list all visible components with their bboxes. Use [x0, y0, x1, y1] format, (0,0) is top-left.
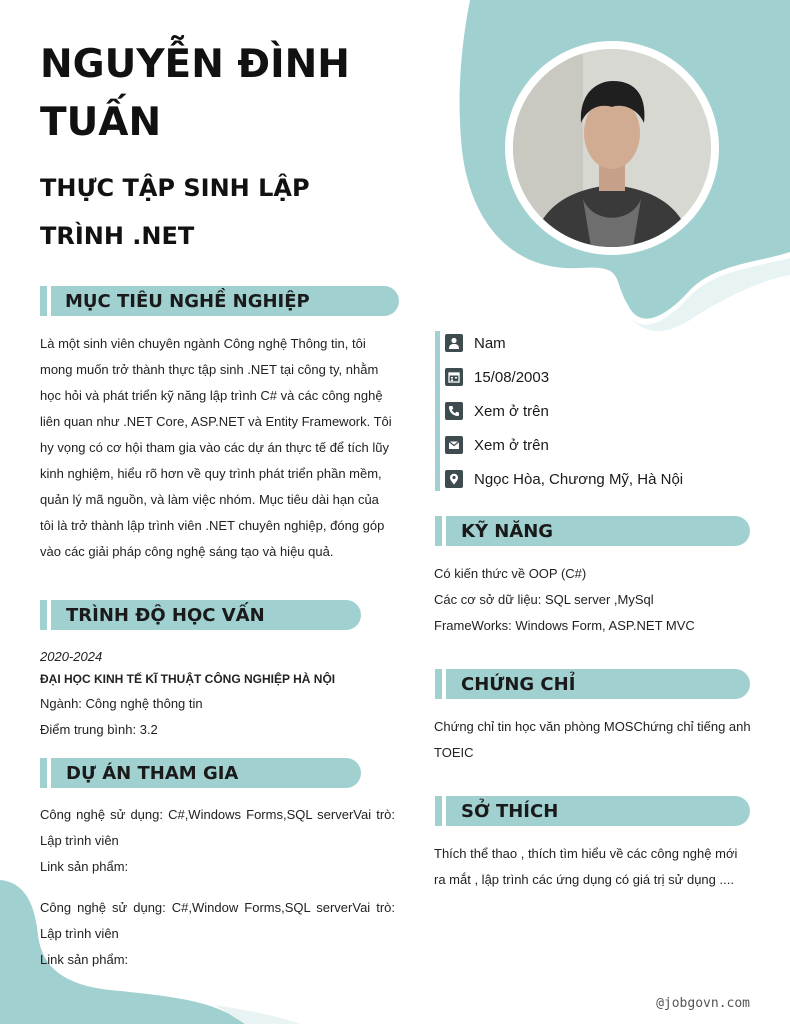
portrait-illustration: [513, 49, 711, 247]
contact-birthday: 15/08/2003: [445, 360, 683, 394]
project-1-tech: Công nghệ sử dụng: C#,Windows Forms,SQL serverVai trò: Lập trình viên: [40, 807, 395, 848]
education-period: 2020-2024: [40, 649, 103, 664]
job-title: THỰC TẬP SINH LẬP TRÌNH .NET: [40, 174, 310, 250]
career-section-header: [40, 286, 399, 316]
candidate-name: NGUYỄN ĐÌNH TUẤN: [40, 42, 350, 145]
hobbies-section-header: [435, 796, 750, 826]
contact-email: Xem ở trên: [445, 428, 683, 462]
calendar-icon: [445, 368, 463, 386]
projects-section-title: DỰ ÁN THAM GIA: [66, 762, 239, 784]
education-section-title: TRÌNH ĐỘ HỌC VẤN: [66, 604, 265, 626]
skills-section-title: KỸ NĂNG: [461, 520, 554, 542]
phone-icon: [445, 402, 463, 420]
contact-gender: Nam: [445, 326, 683, 360]
contact-list: [445, 326, 683, 496]
skill-item: FrameWorks: Windows Form, ASP.NET MVC: [434, 618, 695, 633]
contact-address: Ngọc Hòa, Chương Mỹ, Hà Nội: [445, 462, 683, 496]
skill-item: Các cơ sở dữ liệu: SQL server ,MySql: [434, 592, 654, 607]
school-name: ĐẠI HỌC KINH TẾ KĨ THUẬT CÔNG NGHIỆP HÀ NỘI: [40, 672, 336, 686]
person-icon: [445, 334, 463, 352]
skills-list: [434, 561, 695, 639]
project-1-link: Link sản phẩm:: [40, 859, 129, 874]
project-2-link: Link sản phẩm:: [40, 952, 129, 967]
education-major: Ngành: Công nghệ thông tin: [40, 696, 203, 711]
career-section-title: MỤC TIÊU NGHỀ NGHIỆP: [65, 290, 310, 312]
education-gpa: Điểm trung bình: 3.2: [40, 722, 158, 737]
contact-phone: Xem ở trên: [445, 394, 683, 428]
certificates-section-header: [435, 669, 750, 699]
skills-section-header: [435, 516, 750, 546]
project-2-tech: Công nghệ sử dụng: C#,Window Forms,SQL serverVai trò: Lập trình viên: [40, 900, 395, 941]
hobbies-section-title: SỞ THÍCH: [461, 800, 559, 822]
contact-accent-line: [435, 331, 440, 491]
education-section-header: [40, 600, 361, 630]
career-objective-text: Là một sinh viên chuyên ngành Công nghệ Thông tin, tôi mong muốn trở thành thực tập sinh .NET tại công ty, nhằm học hỏi và phát triển kỹ năng lập trình C# và các công nghệ liên quan như .NET Core, ASP.NET và Entity Framework. Tôi hy vọng có cơ hội tham gia vào các dự án thực tế để tích lũy kinh nghiệm, hiểu rõ hơn về quy trình phát triển phần mềm, quản lý mã nguồn, và làm việc nhóm. Mục tiêu dài hạn của tôi là trở thành lập trình viên .NET chuyên nghiệp, đóng góp vào các giải pháp công nghệ sáng tạo và hiệu quả.: [40, 336, 392, 559]
projects-section-header: [40, 758, 361, 788]
profile-photo: [513, 49, 711, 247]
skill-item: Có kiến thức về OOP (C#): [434, 566, 587, 581]
email-icon: [445, 436, 463, 454]
hobbies-text: Thích thể thao , thích tìm hiểu về các công nghệ mới ra mắt , lập trình các ứng dụng có giá trị sử dụng ....: [434, 846, 738, 887]
certificates-section-title: CHỨNG CHỈ: [461, 673, 576, 695]
location-icon: [445, 470, 463, 488]
watermark: @jobgovn.com: [656, 996, 750, 1011]
certificates-text: Chứng chỉ tin học văn phòng MOSChứng chỉ tiếng anh TOEIC: [434, 719, 751, 760]
